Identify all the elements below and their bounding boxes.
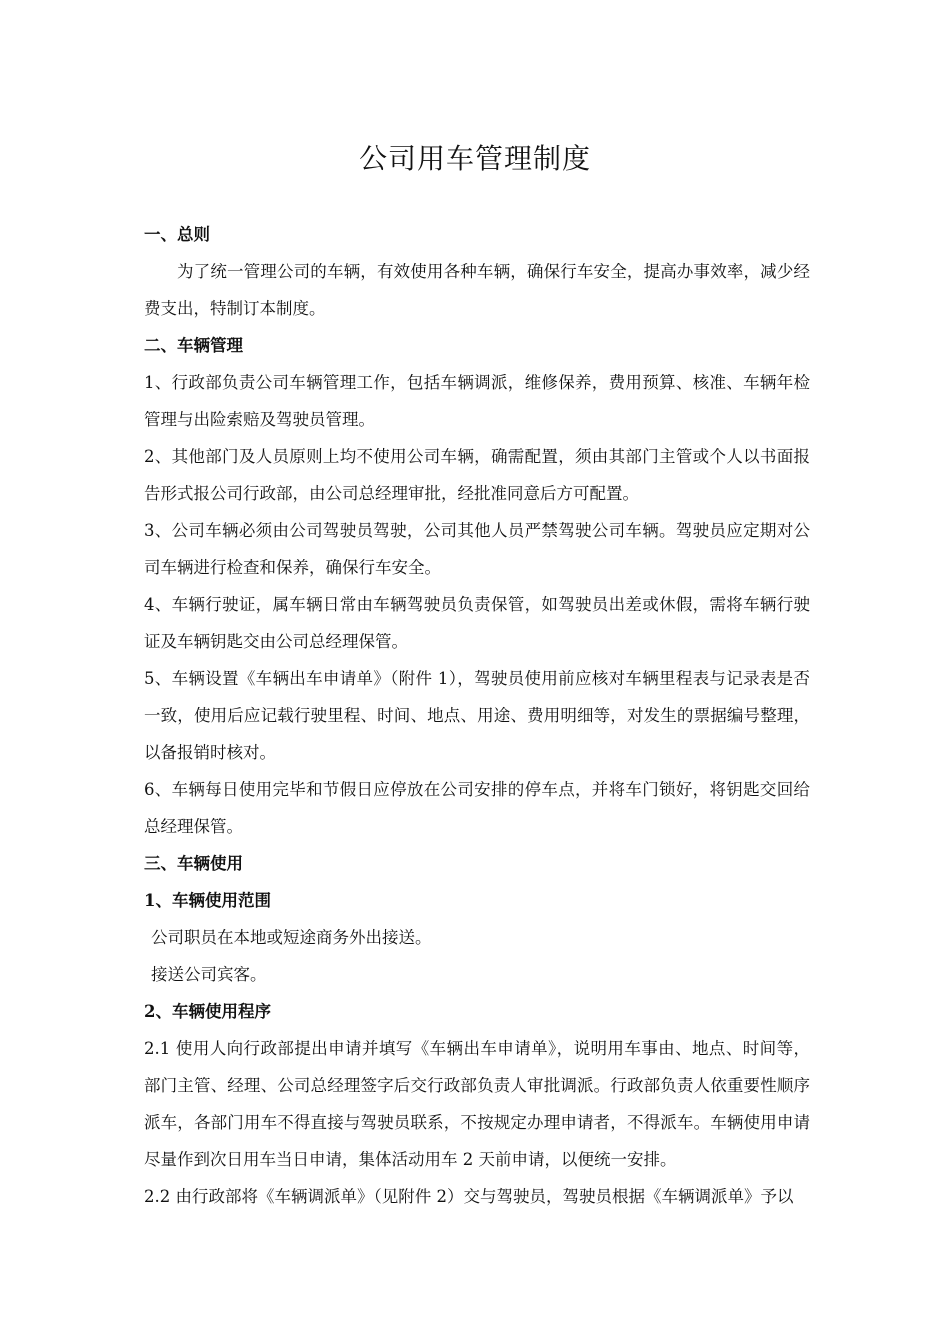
management-item-5: 5、车辆设置《车辆出车申请单》（附件 1），驾驶员使用前应核对车辆里程表与记录表是否一致，使用后应记载行驶里程、时间、地点、用途、费用明细等，对发生的票据编号整理，以备报销时核对。	[144, 669, 810, 762]
management-item-2: 2、其他部门及人员原则上均不使用公司车辆，确需配置，须由其部门主管或个人以书面报告形式报公司行政部，由公司总经理审批，经批准同意后方可配置。	[144, 447, 810, 503]
document-title: 公司用车管理制度	[358, 141, 591, 175]
section-heading-vehicle-management: 二、车辆管理	[144, 336, 243, 355]
section-heading-general: 一、总则	[144, 225, 210, 244]
subheading-use-procedure: 2、车辆使用程序	[144, 1002, 271, 1021]
section-heading-vehicle-use: 三、车辆使用	[144, 854, 243, 873]
scope-item-2: 接送公司宾客。	[151, 965, 267, 984]
procedure-item-2-2: 2.2 由行政部将《车辆调派单》（见附件 2）交与驾驶员，驾驶员根据《车辆调派单》予以	[144, 1187, 794, 1206]
scope-item-1: 公司职员在本地或短途商务外出接送。	[151, 928, 432, 947]
management-item-6: 6、车辆每日使用完毕和节假日应停放在公司安排的停车点，并将车门锁好，将钥匙交回给总经理保管。	[144, 780, 810, 836]
subheading-use-scope: 1、车辆使用范围	[144, 891, 271, 910]
management-item-3: 3、公司车辆必须由公司驾驶员驾驶，公司其他人员严禁驾驶公司车辆。驾驶员应定期对公司车辆进行检查和保养，确保行车安全。	[144, 521, 810, 577]
document-body	[144, 216, 810, 1215]
general-paragraph: 为了统一管理公司的车辆，有效使用各种车辆，确保行车安全，提高办事效率，减少经费支出，特制订本制度。	[144, 262, 810, 318]
management-item-4: 4、车辆行驶证，属车辆日常由车辆驾驶员负责保管，如驾驶员出差或休假，需将车辆行驶证及车辆钥匙交由公司总经理保管。	[144, 595, 810, 651]
management-item-1: 1、行政部负责公司车辆管理工作，包括车辆调派，维修保养，费用预算、核准、车辆年检管理与出险索赔及驾驶员管理。	[144, 373, 810, 429]
procedure-item-2-1: 2.1 使用人向行政部提出申请并填写《车辆出车申请单》，说明用车事由、地点、时间等，部门主管、经理、公司总经理签字后交行政部负责人审批调派。行政部负责人依重要性顺序派车，各部门用车不得直接与驾驶员联系，不按规定办理申请者，不得派车。车辆使用申请尽量作到次日用车当日申请，集体活动用车 2 天前申请，以便统一安排。	[144, 1039, 810, 1169]
